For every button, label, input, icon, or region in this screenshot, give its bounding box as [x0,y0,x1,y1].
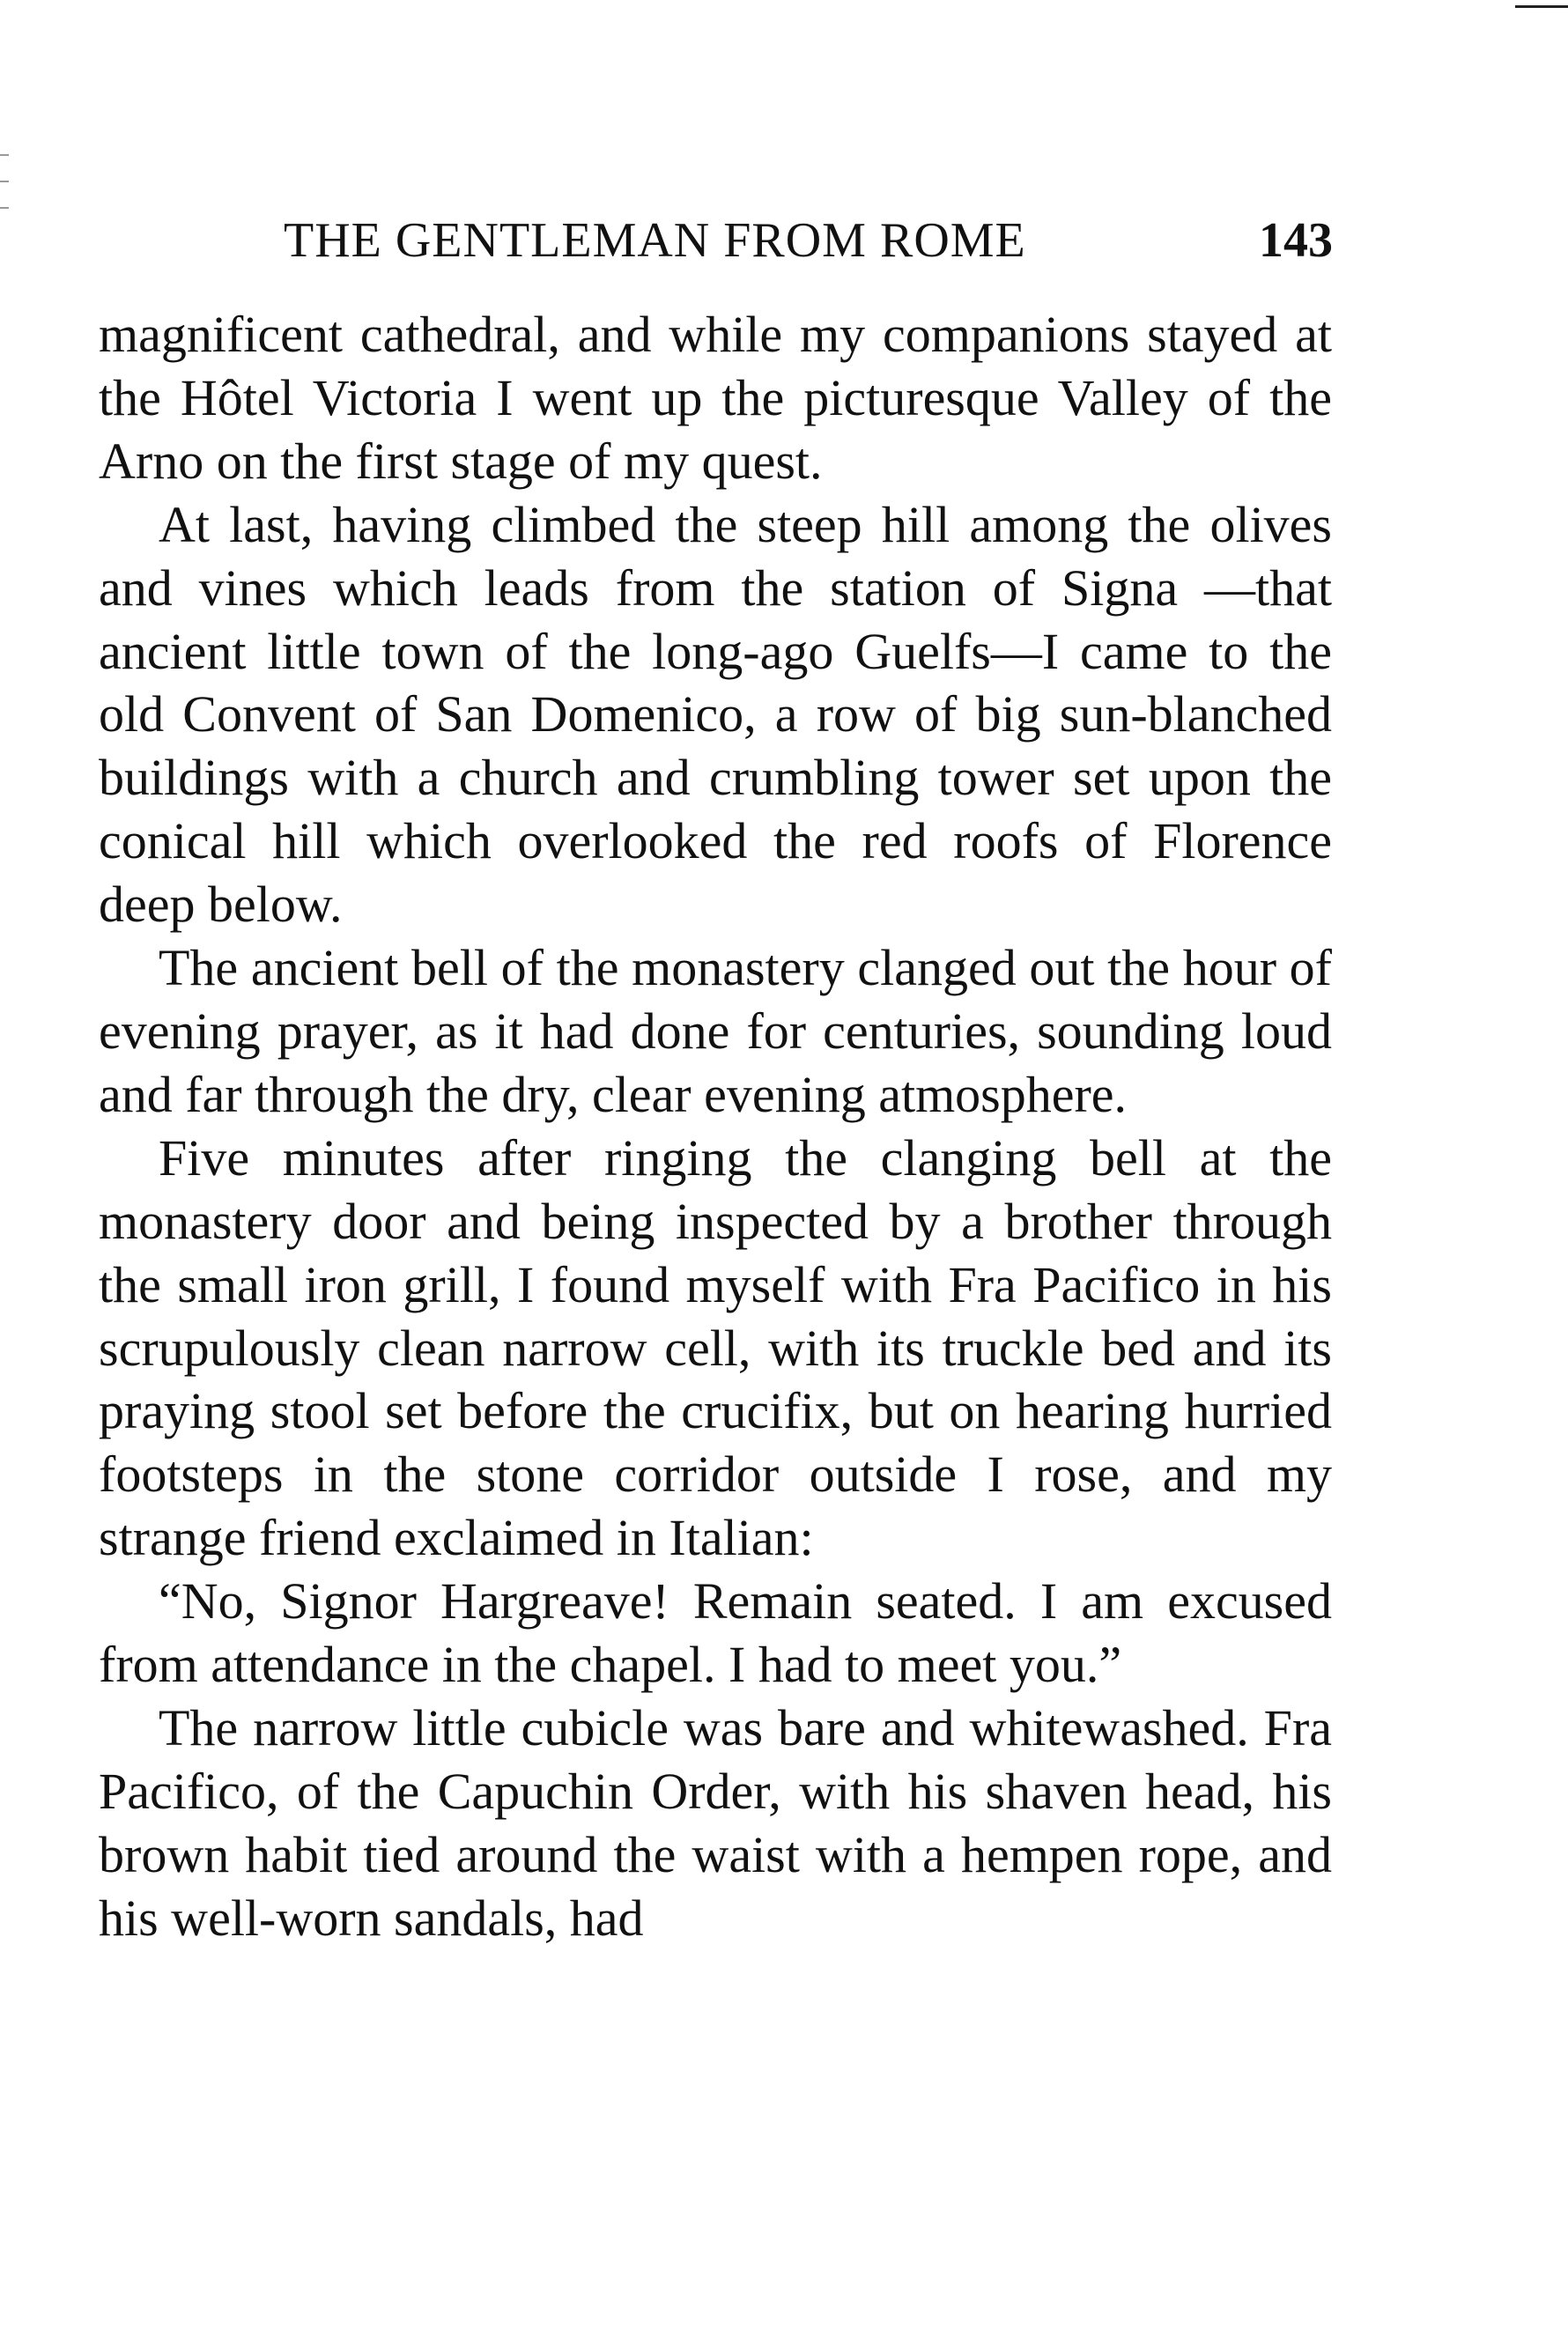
paragraph: The narrow little cubicle was bare and whitewashed. Fra Pacifico, of the Capuchin Order, with his shaven head, his brown habit tied around the waist with a hempen rope, and his well-worn sandals, had [99,1698,1332,1947]
paragraph: magnificent cathedral, and while my companions stayed at the Hôtel Victoria I went up the picturesque Valley of the Arno on the first stage of my quest. [99,306,1332,490]
margin-tick [0,154,9,156]
margin-tick [0,207,9,209]
margin-tick [0,181,9,182]
paragraph: The ancient bell of the monastery clanged out the hour of evening prayer, as it had done for centuries, sounding loud and far through the dry, clear evening atmosphere. [99,939,1332,1123]
paragraph: “No, Signor Hargreave! Remain seated. I am excused from attendance in the chapel. I had to meet you.” [99,1572,1332,1694]
running-head-title: THE GENTLEMAN FROM ROME [284,213,1026,268]
page-number: 143 [1259,213,1333,268]
paragraph: Five minutes after ringing the clanging bell at the monastery door and being inspected by a brother through the small iron grill, I found myself with Fra Pacifico in his scrupulously clean narrow cell, with its truckle bed and its praying stool set before the crucifix, but on hearing hurried footsteps in the stone corridor outside I rose, and my strange friend exclaimed in Italian: [99,1128,1332,1567]
running-head [99,201,1332,280]
paragraph: At last, having climbed the steep hill among the olives and vines which leads from the station of Signa —that ancient little town of the long-ago Guelfs—I came to the old Convent of San Domenico, a row of big sun-blanched buildings with a church and crumbling tower set upon the conical hill which overlooked the red roofs of Florence deep below. [99,495,1332,934]
scan-edge-mark [1515,5,1568,8]
body-text [99,303,1332,1950]
